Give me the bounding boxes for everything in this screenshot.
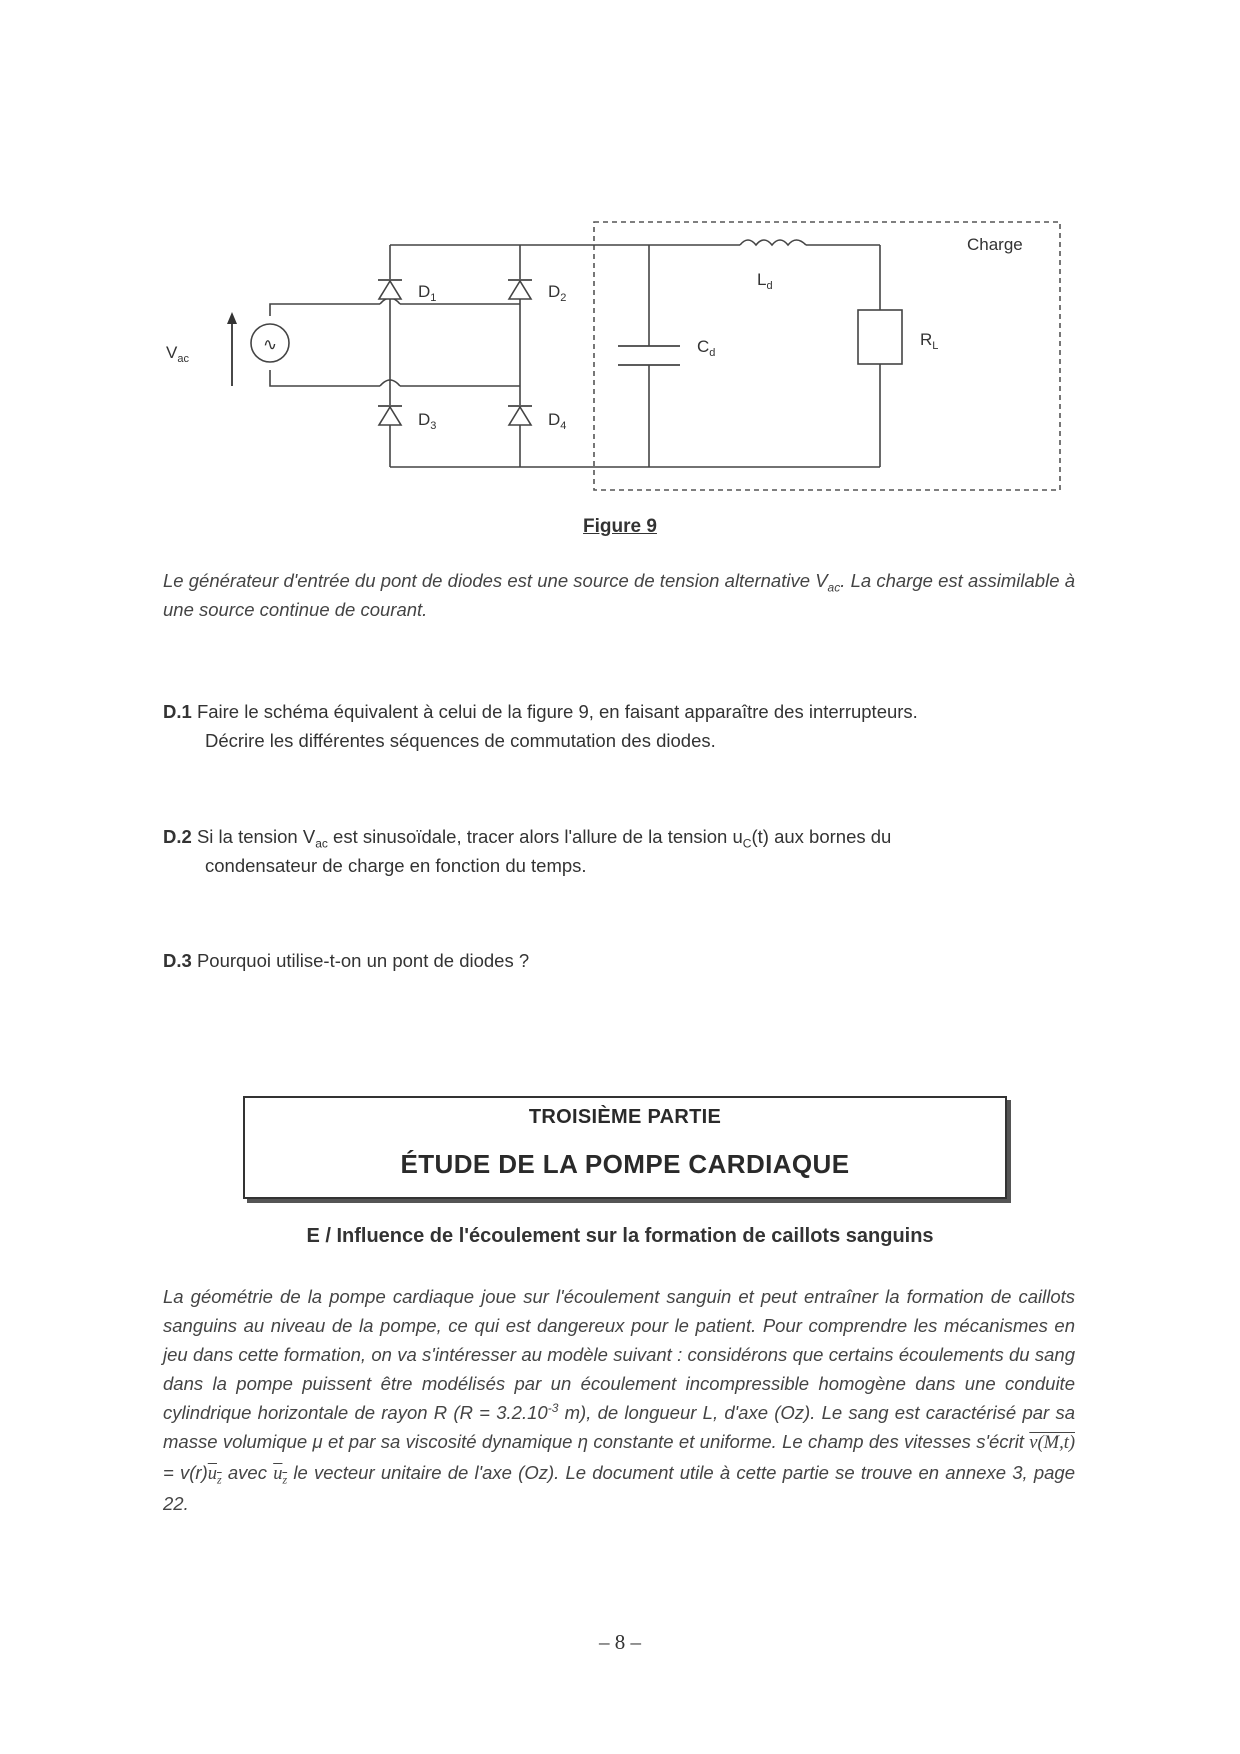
velocity-vector: v(M,t) (1029, 1433, 1075, 1453)
charge-boundary (594, 222, 1060, 490)
unit-vector: $u_z$ (273, 1464, 288, 1487)
question-d2: D.2 Si la tension $V_{ac}$ est sinusoïdale, tracer alors l'allure de la tension $u_C(t)$ aux bornes du condensateur de charge en fonction du temps. (163, 826, 892, 876)
question-d1: D.1 Faire le schéma équivalent à celui de la figure 9, en faisant apparaître des interrupteurs. Décrire les différentes séquences de commutation des diodes. (163, 701, 918, 751)
part-number: TROISIÈME PARTIE (528, 1106, 722, 1128)
rl-label: $R_L$ (920, 330, 939, 352)
vac-arrow (227, 312, 237, 386)
charge-label: Charge (967, 235, 1023, 254)
d1-label: $D_1$ (418, 282, 437, 304)
d3-label: $D_3$ (418, 410, 437, 432)
intro-paragraph: Le générateur d'entrée du pont de diodes est une source de tension alternative $V_{ac}$. La charge est assimilable à une source continue de courant. (163, 570, 1075, 620)
figure-caption: Figure 9 (583, 516, 657, 537)
cd-label: $C_d$ (697, 337, 716, 359)
question-d3: D.3 Pourquoi utilise-t-on un pont de diodes ? (163, 950, 530, 971)
ac-source (251, 324, 289, 362)
inductor-ld (740, 240, 806, 245)
part-title-box (243, 1096, 1007, 1199)
sine-wave-icon: ∿ (262, 335, 278, 354)
question-number: D.2 (163, 826, 192, 847)
bridge-wires (270, 245, 880, 467)
resistor-rl (858, 310, 902, 364)
diode-d1 (378, 280, 402, 299)
section-heading: E / Influence de l'écoulement sur la formation de caillots sanguins (306, 1225, 934, 1247)
d4-label: $D_4$ (548, 410, 567, 432)
d2-label: $D_2$ (548, 282, 567, 304)
question-number: D.1 (163, 701, 192, 722)
question-number: D.3 (163, 950, 192, 971)
diode-d3 (378, 406, 402, 425)
circuit-diagram-figure-9 (0, 0, 1240, 520)
capacitor-cd (618, 346, 680, 365)
diode-d2 (508, 280, 532, 299)
ld-label: $L_d$ (757, 270, 773, 292)
section-paragraph: La géométrie de la pompe cardiaque joue sur l'écoulement sanguin et peut entraîner la formation de caillots sanguins au niveau de la pompe, ce qui est dangereux pour le patient. Pour comprendre les mécanismes en jeu dans cette formation, on va s'intéresser au modèle suivant : considérons que certains écoulements du sang dans la pompe puissent être modélisés par un écoulement incompressible homogène dans une conduite cylindrique horizontale de rayon R ($R = 3.2.10^{-3}$ m), de longueur L, d'axe (Oz). Le sang est caractérisé par sa masse volumique μ et par sa viscosité dynamique η constante et uniforme. Le champ des vitesses s'écrit $v(M,t) = v(r)u_z$ avec $u_z$ le vecteur unitaire de l'axe (Oz). Le document utile à cette partie se trouve en annexe 3, page 22. (163, 1286, 1075, 1514)
part-title: ÉTUDE DE LA POMPE CARDIAQUE (400, 1149, 850, 1179)
page-number: – 8 – (599, 1630, 641, 1654)
unit-vector: $u_z$ (207, 1464, 222, 1487)
vac-label: $V_{ac}$ (166, 343, 189, 365)
diode-d4 (508, 406, 532, 425)
